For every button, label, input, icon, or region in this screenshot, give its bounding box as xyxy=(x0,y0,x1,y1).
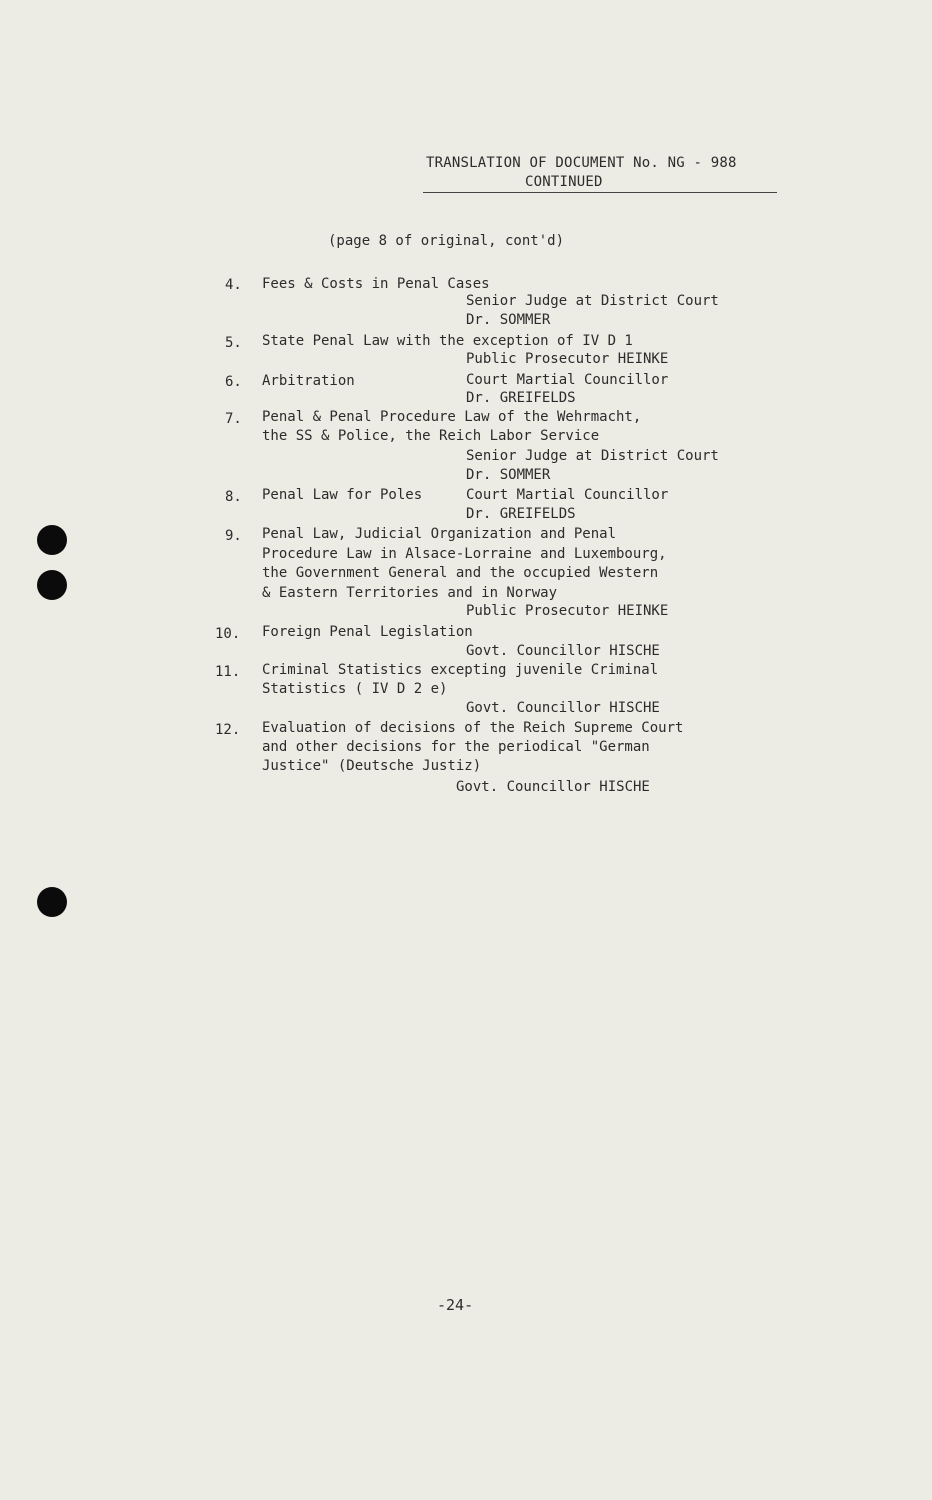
item-number: 12. xyxy=(215,722,241,738)
item-number: 7. xyxy=(225,411,242,427)
item-number: 4. xyxy=(225,277,242,293)
item-number: 5. xyxy=(225,335,242,351)
document-continued-label: CONTINUED xyxy=(525,174,603,190)
item-official-line: Dr. SOMMER xyxy=(466,312,551,328)
item-official-line: Senior Judge at District Court xyxy=(466,293,719,309)
item-official-line: Senior Judge at District Court xyxy=(466,448,719,464)
item-subject-line: Justice" (Deutsche Justiz) xyxy=(262,758,482,774)
item-official-line: Govt. Councillor HISCHE xyxy=(466,643,660,659)
item-official-line: Govt. Councillor HISCHE xyxy=(456,779,650,795)
item-official-line: Court Martial Councillor xyxy=(466,372,669,388)
item-subject-line: Foreign Penal Legislation xyxy=(262,624,473,640)
item-subject-line: Fees & Costs in Penal Cases xyxy=(262,276,490,292)
page-number: -24- xyxy=(437,1296,474,1314)
item-number: 10. xyxy=(215,626,241,642)
item-official-line: Dr. GREIFELDS xyxy=(466,506,576,522)
item-number: 11. xyxy=(215,664,241,680)
punch-hole xyxy=(37,570,67,600)
document-title: TRANSLATION OF DOCUMENT No. NG - 988 xyxy=(426,155,737,171)
item-subject-line: Penal Law for Poles xyxy=(262,487,423,503)
item-official-line: Public Prosecutor HEINKE xyxy=(466,603,669,619)
item-official-line: Public Prosecutor HEINKE xyxy=(466,351,669,367)
item-subject-line: Procedure Law in Alsace-Lorraine and Luxembourg, xyxy=(262,546,667,562)
item-subject-line: Arbitration xyxy=(262,373,355,389)
item-official-line: Dr. GREIFELDS xyxy=(466,390,576,406)
item-subject-line: Penal Law, Judicial Organization and Penal xyxy=(262,526,617,542)
punch-hole xyxy=(37,525,67,555)
item-official-line: Dr. SOMMER xyxy=(466,467,551,483)
item-subject-line: & Eastern Territories and in Norway xyxy=(262,585,558,601)
item-subject-line: Statistics ( IV D 2 e) xyxy=(262,681,448,697)
item-subject-line: Criminal Statistics excepting juvenile Criminal xyxy=(262,662,659,678)
item-subject-line: and other decisions for the periodical "German xyxy=(262,739,650,755)
header-rule xyxy=(423,192,777,193)
item-subject-line: Evaluation of decisions of the Reich Supreme Court xyxy=(262,720,684,736)
item-number: 6. xyxy=(225,374,242,390)
item-subject-line: the SS & Police, the Reich Labor Service xyxy=(262,428,600,444)
item-subject-line: the Government General and the occupied Western xyxy=(262,565,659,581)
page-reference: (page 8 of original, cont'd) xyxy=(328,233,565,249)
item-number: 8. xyxy=(225,489,242,505)
item-subject-line: State Penal Law with the exception of IV D 1 xyxy=(262,333,633,349)
item-subject-line: Penal & Penal Procedure Law of the Wehrmacht, xyxy=(262,409,642,425)
item-number: 9. xyxy=(225,528,242,544)
item-official-line: Govt. Councillor HISCHE xyxy=(466,700,660,716)
item-official-line: Court Martial Councillor xyxy=(466,487,669,503)
punch-hole xyxy=(37,887,67,917)
